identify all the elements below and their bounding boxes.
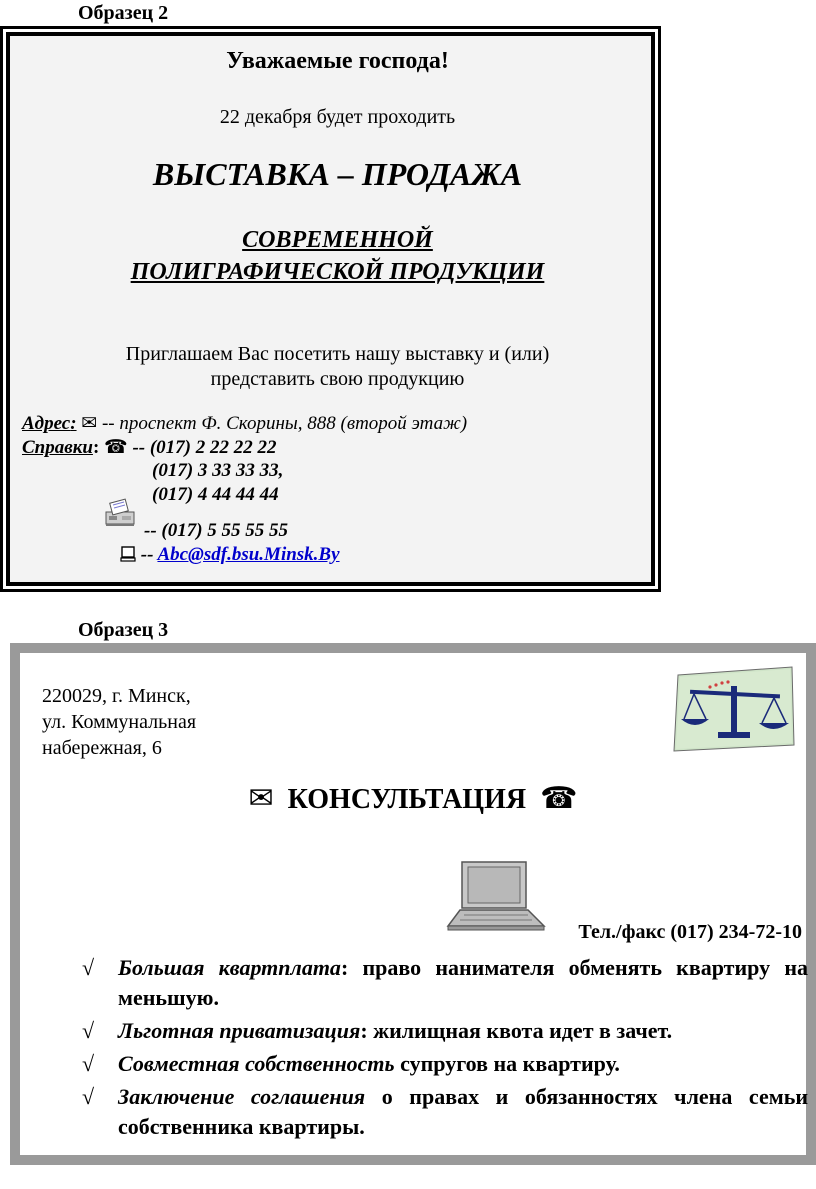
phone-icon: ☎ [104,437,128,458]
sample3-heading: Образец 3 [78,619,169,641]
subtitle-line1: СОВРЕМЕННОЙ [242,227,433,253]
envelope-icon: ✉ [81,413,98,434]
scales-icon [668,663,798,753]
services-list [82,953,808,1145]
phone2: (017) 3 33 33 33, [152,460,284,481]
check-icon: √ [82,955,95,980]
phone-fax: Тел./факс (017) 234-72-10 [578,921,802,943]
item-em: Льготная приватизация [118,1018,361,1043]
invitation-text [10,342,665,392]
address-line1: 220029, г. Минск, [42,685,191,707]
list-item [82,953,808,1013]
envelope-icon: ✉ [248,782,274,815]
address-label: Адрес [22,413,71,434]
address-text: -- проспект Ф. Скорины, 888 (второй этаж) [101,413,468,434]
item-rest: супругов на квартиру. [394,1051,620,1076]
check-icon: √ [82,1051,95,1076]
item-em: Заключение соглашения [118,1084,366,1109]
exhibition-flyer [0,26,661,592]
office-address [42,683,196,761]
item-rest: о правах и обязанностях члена семьи собственника квартиры. [118,1084,808,1139]
list-item [82,1049,808,1079]
info-row: Справки: ☎ -- (017) 2 22 22 22 [22,437,277,458]
computer-icon [120,546,136,562]
list-item [82,1082,808,1142]
subtitle-line2: ПОЛИГРАФИЧЕСКОЙ ПРОДУКЦИИ [130,259,545,285]
consultation-title-row [20,781,806,816]
info-label: Справки [22,437,93,458]
consultation-title: КОНСУЛЬТАЦИЯ [287,784,527,815]
invite-line1: Приглашаем Вас посетить нашу выставку и (или) [125,343,550,365]
email-link[interactable]: Abc@sdf.bsu.Minsk.By [157,544,340,565]
fax-row: -- (017) 5 55 55 55 [144,520,289,541]
item-rest: : право нанимателя обменять квартиру на меньшую. [118,955,808,1010]
phone3: (017) 4 44 44 44 [152,484,279,505]
fax-icon [102,498,138,528]
consultation-flyer [10,643,816,1165]
item-rest: : жилищная квота идет в зачет. [360,1018,673,1043]
email-prefix: -- [140,544,154,565]
greeting: Уважаемые господа! [226,48,449,74]
item-em: Совместная собственность [118,1051,395,1076]
sample2-heading: Образец 2 [78,2,169,24]
invite-line2: представить свою продукцию [210,368,465,390]
date-line: 22 декабря будет проходить [219,106,456,128]
list-item [82,1016,808,1046]
address-row: Адрес: ✉ -- проспект Ф. Скорины, 888 (второй этаж) [22,413,468,434]
check-icon: √ [82,1084,95,1109]
address-line3: набережная, 6 [42,737,162,759]
check-icon: √ [82,1018,95,1043]
item-em: Большая квартплата [118,955,341,980]
address-line2: ул. Коммунальная [42,711,197,733]
phone1: -- (017) 2 22 22 22 [132,437,277,458]
event-title: ВЫСТАВКА – ПРОДАЖА [152,156,523,192]
laptop-icon [446,860,546,932]
event-subtitle [10,224,665,288]
email-row [120,544,340,566]
phone-icon: ☎ [540,782,578,815]
